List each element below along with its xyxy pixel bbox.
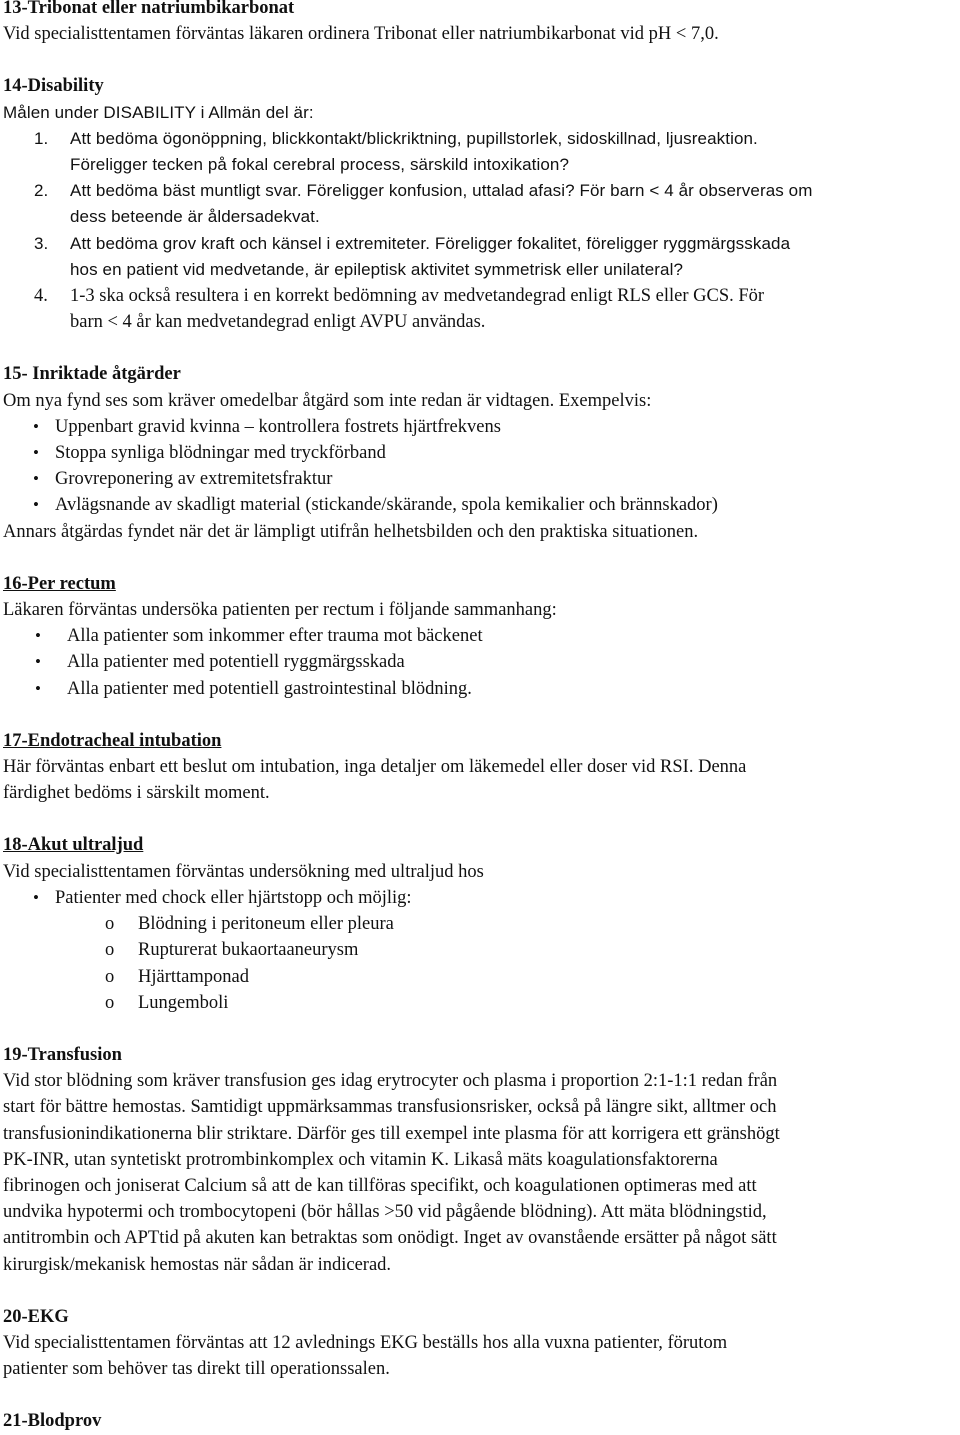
list-item-text: Uppenbart gravid kvinna – kontrollera fostrets hjärtfrekvens <box>55 416 501 437</box>
section-13-text: Vid specialisttentamen förväntas läkaren ordinera Tribonat eller natriumbikarbonat vid pH < 7,0. <box>3 24 719 45</box>
list-item <box>3 623 958 649</box>
section-16 <box>3 571 958 702</box>
circle-bullet-icon: o <box>105 914 115 935</box>
item-line: 1-3 ska också resultera i en korrekt bedömning av medvetandegrad enligt RLS eller GCS. För <box>70 286 765 307</box>
circle-bullet-icon: o <box>105 940 115 961</box>
section-15-intro: Om nya fynd ses som kräver omedelbar åtgärd som inte redan är vidtagen. Exempelvis: <box>3 390 652 411</box>
paragraph-line: Vid stor blödning som kräver transfusion ges idag erytrocyter och plasma i proportion 2:1-1:1 redan från <box>3 1071 778 1092</box>
item-line: Att bedöma ögonöppning, blickkontakt/blickriktning, pupillstorlek, sidoskillnad, ljusreaktion. <box>70 128 758 148</box>
item-number: 4. <box>34 286 48 307</box>
list-item-text: Blödning i peritoneum eller pleura <box>138 914 394 935</box>
list-item <box>3 440 958 466</box>
list-item-text: Lungemboli <box>138 992 229 1013</box>
item-number: 1. <box>34 128 49 148</box>
paragraph-line: fibrinogen och joniserat Calcium så att de kan tillföras specifikt, och koagulationen optimeras med att <box>3 1175 757 1196</box>
list-item <box>3 231 958 283</box>
paragraph-line: kirurgisk/mekanisk hemostas när sådan är indicerad. <box>3 1254 392 1275</box>
section-15-heading: 15- Inriktade åtgärder <box>3 364 181 385</box>
list-item-text: Avlägsnande av skadligt material (stickande/skärande, spola kemikalier och brännskador) <box>55 495 718 516</box>
list-item <box>3 414 958 440</box>
paragraph-line: undvika hypotermi och trombocytopeni (bör hållas >50 vid pågående blödning). Att mäta blödningstid, <box>3 1202 767 1223</box>
section-19-heading: 19-Transfusion <box>3 1044 122 1065</box>
list-item-text: Alla patienter som inkommer efter trauma mot bäckenet <box>67 626 483 647</box>
paragraph-line: start för bättre hemostas. Samtidigt uppmärksammas transfusionsrisker, också på längre sikt, alltmer och <box>3 1097 777 1118</box>
section-14 <box>3 73 958 335</box>
item-number: 3. <box>34 233 49 253</box>
list-item <box>3 964 958 990</box>
circle-bullet-icon: o <box>105 966 115 987</box>
section-17-line: färdighet bedöms i särskilt moment. <box>3 783 270 804</box>
section-19 <box>3 1042 958 1278</box>
disability-goals-list <box>3 126 958 336</box>
section-13-heading: 13-Tribonat eller natriumbikarbonat <box>3 0 295 18</box>
section-17-line: Här förväntas enbart ett beslut om intubation, inga detaljer om läkemedel eller doser vid RSI. Denna <box>3 757 747 778</box>
list-item-text: Alla patienter med potentiell gastrointestinal blödning. <box>67 678 472 699</box>
section-18-intro: Vid specialisttentamen förväntas undersökning med ultraljud hos <box>3 861 484 882</box>
list-item-text: Patienter med chock eller hjärtstopp och möjlig: <box>55 887 412 908</box>
list-item <box>3 492 958 518</box>
item-number: 2. <box>34 181 49 201</box>
section-15 <box>3 361 958 544</box>
item-line: Att bedöma bäst muntligt svar. Föreligger konfusion, uttalad afasi? För barn < 4 år observeras om <box>70 181 813 201</box>
list-item-text: Stoppa synliga blödningar med tryckförband <box>55 443 386 464</box>
list-item <box>3 937 958 963</box>
list-item <box>3 283 958 335</box>
item-line: Att bedöma grov kraft och känsel i extremiteter. Föreligger fokalitet, föreligger ryggmärgsskada <box>70 233 791 253</box>
bullet-icon: • <box>35 678 41 698</box>
ultrasound-sublist <box>3 911 958 1016</box>
section-14-heading: 14-Disability <box>3 76 104 97</box>
ultrasound-list <box>3 885 958 911</box>
item-line: Föreligger tecken på fokal cerebral process, särskild intoxikation? <box>70 155 569 175</box>
section-16-intro: Läkaren förväntas undersöka patienten per rectum i följande sammanhang: <box>3 600 557 621</box>
bullet-icon: • <box>33 495 39 515</box>
actions-list <box>3 414 958 519</box>
list-item-text: Grovreponering av extremitetsfraktur <box>55 469 333 490</box>
section-17-heading: 17-Endotracheal intubation <box>3 730 222 751</box>
item-line: dess beteende är åldersadekvat. <box>70 207 320 227</box>
list-item-text: Hjärttamponad <box>138 966 249 987</box>
per-rectum-list <box>3 623 958 702</box>
item-line: hos en patient vid medvetande, är epileptisk aktivitet symmetrisk eller unilateral? <box>70 259 684 279</box>
section-20-line: patienter som behöver tas direkt till operationssalen. <box>3 1359 390 1380</box>
section-20-line: Vid specialisttentamen förväntas att 12 avlednings EKG beställs hos alla vuxna patienter, förutom <box>3 1332 728 1353</box>
list-item <box>3 676 958 702</box>
section-20 <box>3 1304 958 1383</box>
list-item-text: Alla patienter med potentiell ryggmärgsskada <box>67 652 405 673</box>
circle-bullet-icon: o <box>105 992 115 1013</box>
list-item <box>3 178 958 230</box>
paragraph-line: PK-INR, utan syntetiskt protrombinkomplex och vitamin K. Likaså mäts koagulationsfaktorerna <box>3 1149 718 1170</box>
bullet-icon: • <box>33 469 39 489</box>
bullet-icon: • <box>35 652 41 672</box>
list-item <box>3 126 958 178</box>
paragraph-line: transfusionindikationerna blir striktare. Därför ges till exempel inte plasma för att korrigera ett gränshögt <box>3 1123 780 1144</box>
list-item <box>3 885 958 911</box>
document-page <box>3 0 958 1435</box>
list-item <box>3 911 958 937</box>
section-15-outro: Annars åtgärdas fyndet när det är lämpligt utifrån helhetsbilden och den praktiska situationen. <box>3 521 699 542</box>
section-16-heading: 16-Per rectum <box>3 573 116 594</box>
section-17 <box>3 728 958 807</box>
paragraph-line: antitrombin och APTtid på akuten kan betraktas som onödigt. Inget av ovanstående ersätter på något sätt <box>3 1228 777 1249</box>
bullet-icon: • <box>33 887 39 907</box>
section-18 <box>3 832 958 1015</box>
section-21 <box>3 1408 958 1434</box>
bullet-icon: • <box>35 626 41 646</box>
section-14-intro: Målen under DISABILITY i Allmän del är: <box>3 102 314 122</box>
list-item <box>3 649 958 675</box>
section-21-heading: 21-Blodprov <box>3 1411 102 1432</box>
item-line: barn < 4 år kan medvetandegrad enligt AVPU användas. <box>70 312 486 333</box>
bullet-icon: • <box>33 416 39 436</box>
bullet-icon: • <box>33 443 39 463</box>
list-item <box>3 990 958 1016</box>
list-item <box>3 466 958 492</box>
section-18-heading: 18-Akut ultraljud <box>3 835 144 856</box>
section-13 <box>3 0 958 47</box>
list-item-text: Rupturerat bukaortaaneurysm <box>138 940 359 961</box>
section-20-heading: 20-EKG <box>3 1306 69 1327</box>
